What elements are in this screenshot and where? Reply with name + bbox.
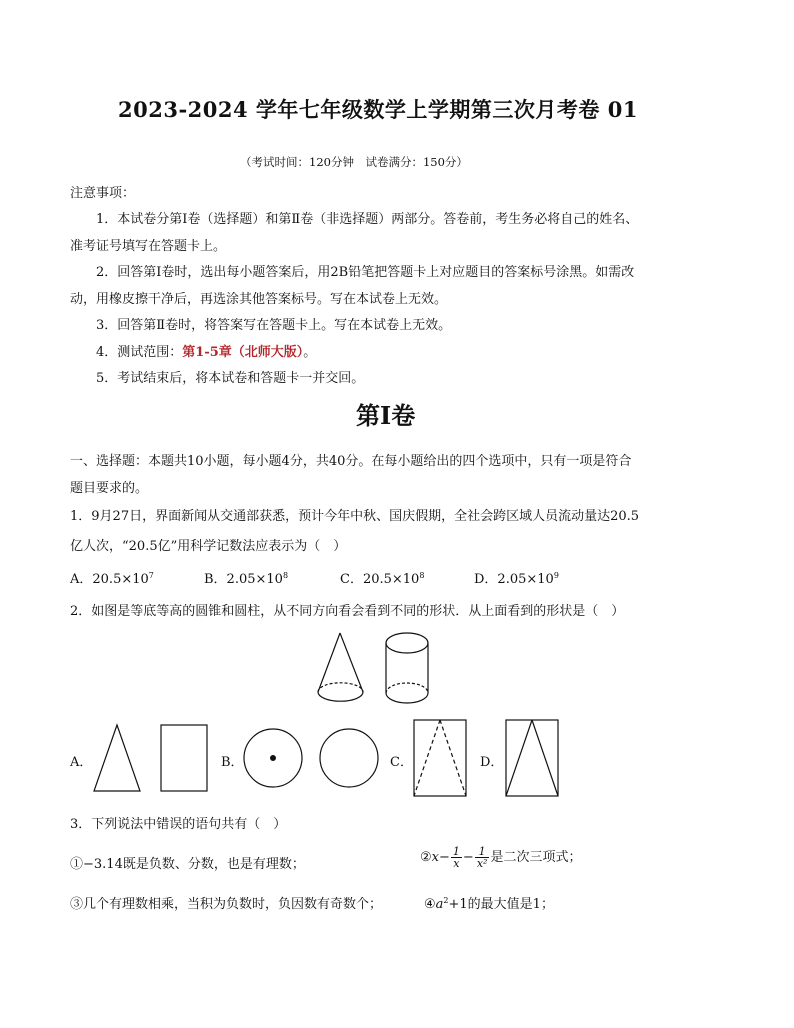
q3-s2-fraction-2 — [475, 846, 490, 869]
q3-s2-variable: x — [431, 850, 439, 865]
q1-option-a-exponent: 7 — [148, 571, 154, 580]
question-3-stem: 3．下列说法中错误的语句共有（ ） — [70, 817, 287, 832]
q1-option-c-exponent: 8 — [419, 571, 425, 580]
option-c-dashed-triangle-in-rectangle — [414, 720, 466, 796]
exam-info: （考试时间：120分钟 试卷满分：150分） — [240, 155, 468, 169]
note-1-line-2: 准考证号填写在答题卡上。 — [70, 239, 227, 254]
q2-option-d-label[interactable]: D． — [480, 755, 504, 770]
q3-s4-exponent: 2 — [443, 896, 449, 905]
q1-option-d-exponent: 9 — [553, 571, 559, 580]
q3-s4-number: ④ — [424, 897, 436, 912]
q1-option-b-exponent: 8 — [282, 571, 289, 580]
q3-s4-variable: a — [435, 897, 444, 912]
option-b-circle-with-dot — [244, 729, 302, 787]
note-1-line-1: 1．本试卷分第Ⅰ卷（选择题）和第Ⅱ卷（非选择题）两部分。答卷前，考生务必将自己的姓名、 — [96, 212, 639, 227]
note-3: 3．回答第Ⅱ卷时，将答案写在答题卡上。写在本试卷上无效。 — [96, 318, 452, 333]
part-1-instructions-line-1: 一、选择题：本题共10小题，每小题4分，共40分。在每小题给出的四个选项中，只有一项是符合 — [70, 454, 632, 469]
q3-s2-suffix: 是二次三项式； — [490, 850, 582, 865]
cone-figure — [318, 633, 363, 701]
q1-option-b-text: B．2.05×10 — [204, 572, 283, 587]
question-1-line-1: 1．9月27日，界面新闻从交通部获悉，预计今年中秋、国庆假期，全社会跨区域人员流动量达20.5 — [70, 509, 640, 524]
q3-s4-suffix: +1的最大值是1； — [448, 897, 554, 912]
q1-option-c-text: C．20.5×10 — [340, 572, 420, 587]
note-2-line-2: 动，用橡皮擦干净后，再选涂其他答案标号。写在本试卷上无效。 — [70, 292, 448, 307]
fraction-2-denominator: x² — [476, 857, 488, 870]
question-2-stem: 2．如图是等底等高的圆锥和圆柱，从不同方向看会看到不同的形状．从上面看到的形状是（ ） — [70, 604, 625, 619]
part-1-instructions-line-2: 题目要求的。 — [70, 481, 149, 496]
q3-s2-number: ② — [420, 850, 432, 865]
fraction-1-denominator: x — [453, 857, 460, 870]
note-4-suffix: 。 — [303, 345, 317, 360]
test-range: 第1-5章（北师大版） — [182, 345, 304, 360]
option-b-circle — [320, 729, 378, 787]
fraction-1-numerator: 1 — [452, 845, 460, 858]
section-title: 第Ⅰ卷 — [356, 401, 416, 430]
q2-option-b-label[interactable]: B． — [221, 755, 244, 770]
q1-option-d-text: D．2.05×10 — [474, 572, 554, 587]
page-title: 2023-2024 学年七年级数学上学期第三次月考卷 01 — [118, 97, 638, 122]
q3-s2-minus-2: − — [462, 850, 474, 865]
note-2-line-1: 2．回答第Ⅰ卷时，选出每小题答案后，用2B铅笔把答题卡上对应题目的答案标号涂黑。如需改 — [96, 265, 635, 280]
question-1-line-2: 亿人次，“20.5亿”用科学记数法应表示为（ ） — [70, 539, 347, 554]
q3-s2-minus-1: − — [439, 850, 450, 865]
option-d-triangle-in-rectangle — [506, 720, 558, 796]
option-a-rectangle — [161, 725, 207, 791]
q1-option-a-text: A．20.5×10 — [70, 572, 149, 587]
option-a-triangle — [94, 725, 140, 791]
q2-option-a-label[interactable]: A． — [70, 755, 93, 770]
fraction-2-numerator: 1 — [475, 846, 490, 858]
q3-statement-4 — [424, 893, 554, 912]
note-4-prefix: 4．测试范围： — [96, 345, 183, 360]
cylinder-figure — [386, 633, 428, 703]
notes-heading: 注意事项： — [70, 186, 136, 201]
note-5: 5．考试结束后，将本试卷和答题卡一并交回。 — [96, 371, 365, 386]
q3-statement-1: ①−3.14既是负数、分数，也是有理数； — [70, 857, 305, 872]
q3-s2-fraction-1 — [451, 846, 462, 869]
q2-option-c-label[interactable]: C． — [390, 755, 413, 770]
q3-statement-3: ③几个有理数相乘，当积为负数时，负因数有奇数个； — [70, 897, 383, 912]
q3-statement-2 — [420, 846, 581, 869]
